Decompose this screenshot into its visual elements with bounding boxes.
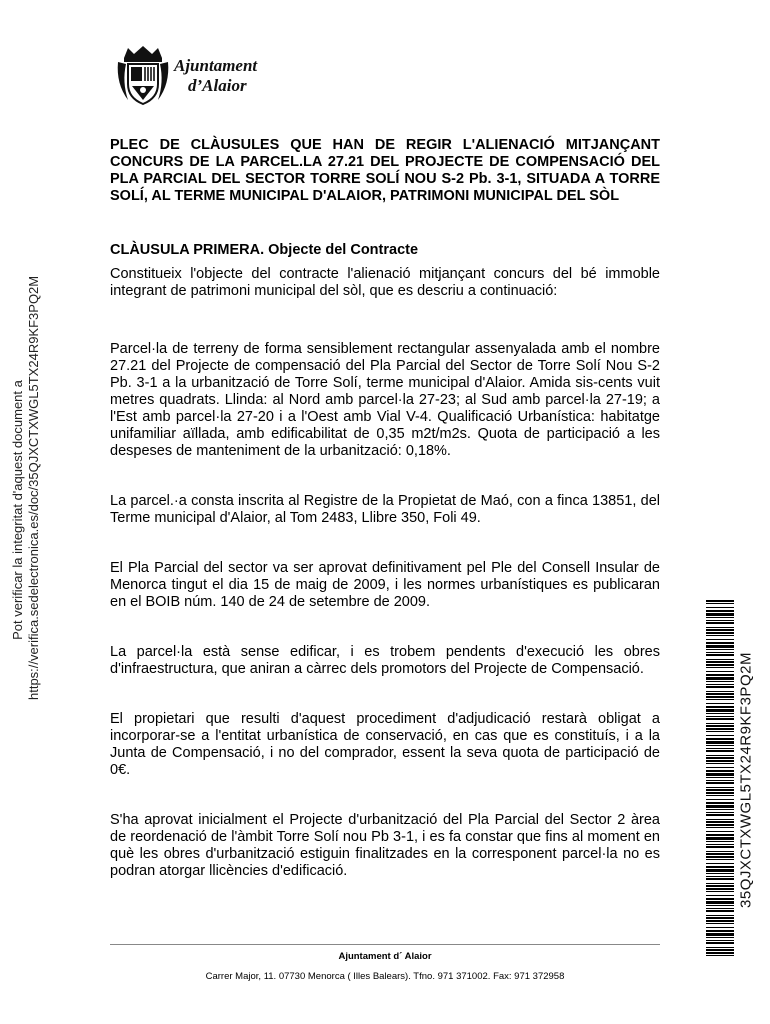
paragraph: Constitueix l'objecte del contracte l'alienació mitjançant concurs del bé immoble integrant de patrimoni municipal del sòl, que es descriu a continuació: xyxy=(110,266,660,299)
footer-divider xyxy=(110,944,660,945)
footer-address: Carrer Major, 11. 07730 Menorca ( Illes Balears). Tfno. 971 371002. Fax: 971 372958 xyxy=(205,971,565,982)
paragraph: La parcel·la està sense edificar, i es trobem pendents d'execució les obres d'infraestructura, que aniran a càrrec dels promotors del Projecte de Compensació. xyxy=(110,644,660,677)
document-title: PLEC DE CLÀUSULES QUE HAN DE REGIR L'ALIENACIÓ MITJANÇANT CONCURS DE LA PARCEL.LA 27.21 DEL PROJECTE DE COMPENSACIÓ DEL PLA PARCIAL DEL SECTOR TORRE SOLÍ NOU S-2 Pb. 3-1, SITUADA A TORRE SOLÍ, AL TERME MUNICIPAL D'ALAIOR, PATRIMONI MUNICIPAL DEL SÒL xyxy=(110,137,660,204)
document-barcode xyxy=(706,600,758,960)
paragraph: S'ha aprovat inicialment el Projecte d'urbanització del Pla Parcial del Sector 2 àrea de reordenació de l'àmbit Torre Solí nou Pb 3-1, i es fa constar que fins al moment en què les obres d'urbanització estiguin finalitzades en la corresponent parcel·la no es podran atorgar llicències d'edificació. xyxy=(110,812,660,879)
verification-url[interactable]: https://verifica.sedelectronica.es/doc/35QJXCTXWGL5TX24R9KF3PQ2M xyxy=(26,275,41,700)
verification-note xyxy=(6,275,46,700)
logo-line-1: Ajuntament xyxy=(174,56,258,75)
paragraph: La parcel.·a consta inscrita al Registre de la Propietat de Maó, con a finca 13851, del Terme municipal d'Alaior, al Tom 2483, Llibre 350, Foli 49. xyxy=(110,493,660,526)
barcode-icon xyxy=(706,600,734,960)
paragraph: Parcel·la de terreny de forma sensiblement rectangular assenyalada amb el nombre 27.21 del Projecte de compensació del Pla Parcial del Sector de Torre Solí Nou S-2 Pb. 3-1 a la urbanització de Torre Solí, terme municipal d'Alaior. Amida sis-cents vuit metres quadrats. Llinda: al Nord amb parcel·la 27-23; al Sud amb parcel·la 27-19; a l'Est amb parcel·la 27-20 i a l'Oest amb Vial V-4. Qualificació Urbanística: habitatge unifamiliar aïllada, amb edificabilitat de 0,35 m2t/m2s. Quota de participació a les despeses de manteniment de la urbanització: 0,18%. xyxy=(110,341,660,459)
verification-note-line-1: Pot verificar la integritat d'aquest document a xyxy=(10,380,25,640)
paragraph: El Pla Parcial del sector va ser aprovat definitivament pel Ple del Consell Insular de Menorca tingut el dia 15 de maig de 2009, i les normes urbanístiques es publicaran en el BOIB núm. 140 de 24 de setembre de 2009. xyxy=(110,560,660,610)
paragraph: El propietari que resulti d'aquest procediment d'adjudicació restarà obligat a incorporar-se a l'entitat urbanística de conservació, en cas que es constituís, i a la Junta de Compensació, i no del comprador, essent la seva quota de participació de 0€. xyxy=(110,711,660,778)
document-body xyxy=(110,137,660,880)
page-footer xyxy=(110,944,660,983)
footer-name: Ajuntament d´ Alaior xyxy=(338,951,432,962)
municipal-logo xyxy=(116,44,276,110)
clause-title: CLÀUSULA PRIMERA. Objecte del Contracte xyxy=(110,242,419,258)
logo-line-2: d’Alaior xyxy=(188,76,247,95)
coat-of-arms-icon xyxy=(116,44,170,108)
barcode-code: 35QJXCTXWGL5TX24R9KF3PQ2M xyxy=(737,652,755,908)
